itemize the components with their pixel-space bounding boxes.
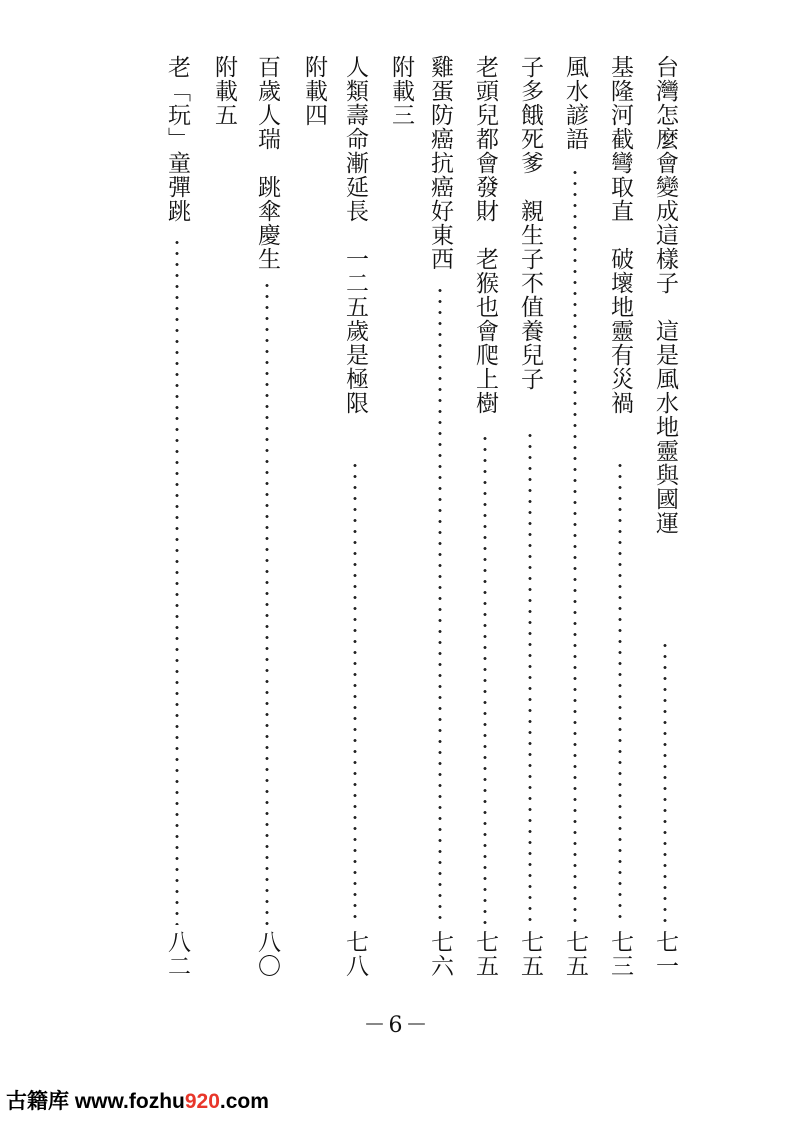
toc-entry	[603, 55, 637, 978]
toc-entry	[207, 55, 241, 950]
watermark-suffix: .com	[219, 1090, 269, 1113]
toc-entry	[468, 55, 502, 978]
toc-entry-title: 百歲人瑞 跳傘慶生	[254, 55, 280, 271]
toc-entry-title: 老「玩」童彈跳	[164, 55, 190, 223]
leader-dots	[438, 285, 442, 925]
leader-dots	[175, 237, 179, 925]
toc-entry-page: 七三	[607, 930, 633, 978]
toc-entry	[384, 55, 418, 950]
toc-entry-page: 七五	[517, 930, 543, 978]
toc-entry	[338, 55, 372, 978]
site-watermark	[6, 1085, 269, 1115]
leader-dots	[573, 167, 577, 925]
toc-entry-page: 七五	[562, 930, 588, 978]
leader-dots	[528, 430, 532, 925]
toc-entry-title: 子多餓死爹 親生子不值養兒子	[517, 55, 543, 391]
toc-entry	[160, 55, 194, 978]
toc-entry-page: 八二	[164, 930, 190, 978]
toc-entry-page: 七八	[342, 930, 368, 978]
toc-entry-page: 七五	[472, 930, 498, 978]
leader-dots	[265, 280, 269, 925]
leader-dots	[618, 460, 622, 925]
toc-entry-title: 基隆河截彎取直 破壞地靈有災禍	[607, 55, 633, 415]
toc-entry-page: 七六	[427, 930, 453, 978]
toc-entry	[250, 55, 284, 978]
toc-entry	[423, 55, 457, 978]
toc-entry-title: 雞蛋防癌抗癌好東西	[427, 55, 453, 271]
toc-entry	[297, 55, 331, 950]
toc-entry	[648, 55, 682, 978]
leader-dots	[353, 460, 357, 925]
watermark-highlight: 920	[184, 1090, 220, 1113]
toc-entry-title: 老頭兒都會發財 老猴也會爬上樹	[472, 55, 498, 415]
leader-dots	[483, 433, 487, 925]
toc-entry-title: 台灣怎麼會變成這樣子 這是風水地靈與國運	[652, 55, 678, 535]
page-number: －6－	[363, 1013, 431, 1038]
toc-entry	[513, 55, 547, 978]
toc-entry-title: 附載四	[301, 55, 327, 127]
toc-entry-title: 附載三	[388, 55, 414, 127]
toc-entry-page: 七一	[652, 930, 678, 978]
toc-entry-title: 人類壽命漸延長 一二五歲是極限	[342, 55, 368, 415]
watermark-prefix: 古籍库 www.fozhu	[6, 1090, 185, 1113]
toc-entry-title: 附載五	[211, 55, 237, 127]
toc-entry-page: 八〇	[254, 930, 280, 978]
leader-dots	[663, 640, 667, 925]
toc-entry	[558, 55, 592, 978]
toc-entry-title: 風水諺語	[562, 55, 588, 151]
